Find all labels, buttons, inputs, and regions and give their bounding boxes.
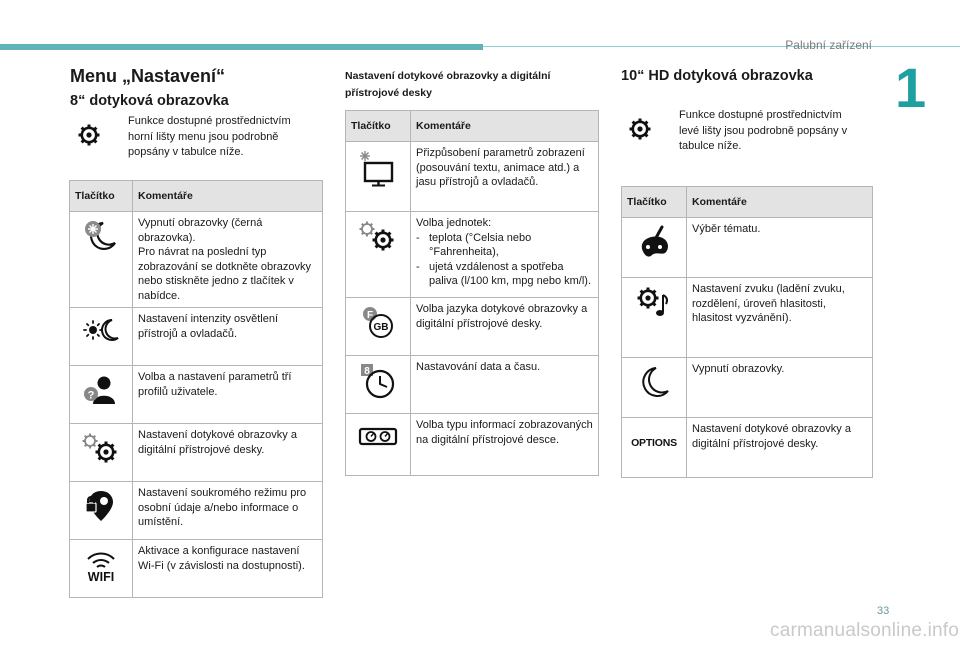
clock-icon (346, 356, 411, 414)
table-row (622, 278, 873, 358)
units-item-temperature: - teplota (°Celsia nebo °Fahrenheita), (416, 231, 593, 260)
clock-num-label: 8 (364, 366, 370, 377)
units-item-distance: - ujetá vzdálenost a spotřeba paliva (l/100 km, mpg nebo km/l). (416, 260, 593, 289)
table-row (346, 212, 599, 298)
options-label: OPTIONS (631, 437, 677, 449)
row-comment: Nastavení dotykové obrazovky a digitální přístrojové desky. (133, 424, 323, 482)
lang-gb-label: GB (373, 322, 389, 333)
sound-settings-icon (622, 278, 687, 358)
table-row (70, 366, 323, 424)
row-comment: Volba typu informací zobrazovaných na digitální přístrojové desce. (411, 414, 599, 476)
theme-palette-icon (622, 218, 687, 278)
row-comment: Nastavení zvuku (ladění zvuku, rozdělení, úroveň hlasitosti, hlasitost vyzvánění). (687, 278, 873, 358)
screen-off-icon (70, 212, 133, 308)
table-row (346, 298, 599, 356)
row-comment: Nastavení soukromého režimu pro osobní údaje a/nebo informace o umístění. (133, 482, 323, 540)
screen-settings-icon (70, 424, 133, 482)
wifi-label: WIFI (87, 570, 115, 583)
top-accent-bar (0, 44, 483, 50)
row-comment: Nastavení dotykové obrazovky a digitální přístrojové desky. (687, 418, 873, 478)
user-profile-icon (70, 366, 133, 424)
table-screen-settings (345, 110, 599, 476)
row-comment: Výběr tématu. (687, 218, 873, 278)
intro-8inch (70, 114, 306, 161)
table-row (70, 424, 323, 482)
row-comment: Nastavování data a času. (411, 356, 599, 414)
running-header: Palubní zařízení (785, 38, 872, 52)
table-row (346, 414, 599, 476)
table-row (70, 308, 323, 366)
row-comment: Aktivace a konfigurace nastavení Wi-Fi (v závislosti na dostupnosti). (133, 540, 323, 598)
row-comment (411, 212, 599, 298)
settings-gear-icon (621, 108, 679, 148)
watermark: carmanualsonline.info (770, 620, 960, 641)
units-settings-icon (346, 212, 411, 298)
table-row (622, 358, 873, 418)
intro-10inch-text: Funkce dostupné prostřednictvím levé lišty jsou podrobně popsány v tabulce níže. (679, 109, 848, 152)
options-icon (622, 418, 687, 478)
table-row (70, 212, 323, 308)
top-rule (483, 46, 960, 47)
intro-8inch-text: Funkce dostupné prostřednictvím horní lišty menu jsou podrobně popsány v tabulce níže. (128, 115, 291, 158)
units-intro: Volba jednotek: (416, 217, 492, 229)
table-row (622, 218, 873, 278)
lang-f-label: F (366, 310, 374, 321)
intro-10inch (621, 108, 857, 155)
table-10inch (621, 186, 873, 478)
display-brightness-icon (346, 142, 411, 212)
brightness-icon (70, 308, 133, 366)
col-header-comment: Komentáře (411, 111, 599, 142)
row-comment: Vypnutí obrazovky. (687, 358, 873, 418)
screen-off-icon (622, 358, 687, 418)
privacy-lock-icon (70, 482, 133, 540)
wifi-icon (70, 540, 133, 598)
table-row (70, 482, 323, 540)
section-8inch-title: 8“ dotyková obrazovka (70, 93, 229, 109)
table-row (346, 142, 599, 212)
row-comment: Vypnutí obrazovky (černá obrazovka). Pro návrat na poslední typ zobrazování se dotkněte obrazovky nebo stiskněte jedno z tlačítek v nabídce. (133, 212, 323, 308)
table-row (346, 356, 599, 414)
col-header-button: Tlačítko (346, 111, 411, 142)
chapter-number: 1 (895, 56, 927, 119)
table-row (622, 418, 873, 478)
page-title: Menu „Nastavení“ (70, 66, 226, 86)
section-10inch-title: 10“ HD dotyková obrazovka (621, 68, 813, 84)
page-number: 33 (877, 605, 890, 617)
language-icon (346, 298, 411, 356)
dashboard-display-icon (346, 414, 411, 476)
col-header-button: Tlačítko (622, 187, 687, 218)
table-row (70, 540, 323, 598)
table-8inch (69, 180, 323, 598)
row-comment: Přizpůsobení parametrů zobrazení (posouvání textu, animace atd.) a jasu přístrojů a ovladačů. (411, 142, 599, 212)
col-header-button: Tlačítko (70, 181, 133, 212)
row-comment: Nastavení intenzity osvětlení přístrojů a ovladačů. (133, 308, 323, 366)
col-header-comment: Komentáře (687, 187, 873, 218)
settings-gear-icon (70, 114, 128, 154)
col-header-comment: Komentáře (133, 181, 323, 212)
row-comment: Volba a nastavení parametrů tří profilů uživatele. (133, 366, 323, 424)
row-comment: Volba jazyka dotykové obrazovky a digitální přístrojové desky. (411, 298, 599, 356)
svg-text:?: ? (87, 389, 95, 402)
middle-section-title: Nastavení dotykové obrazovky a digitální přístrojové desky (345, 70, 551, 99)
